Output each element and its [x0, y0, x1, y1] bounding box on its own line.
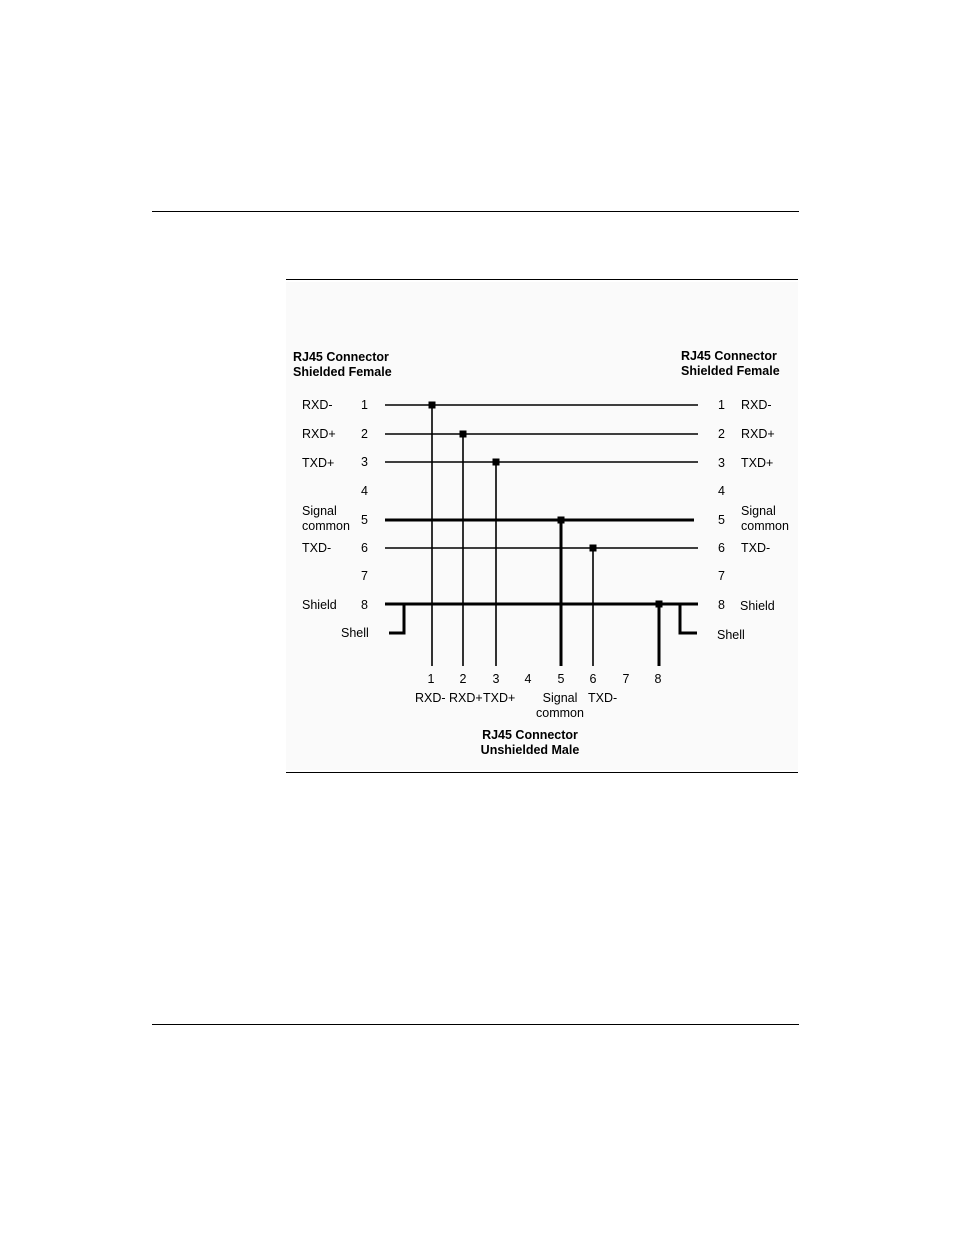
left-pin-5: 5 — [361, 513, 368, 527]
left-signal-2: RXD+ — [302, 427, 336, 441]
junction-dot-pin-8 — [656, 601, 663, 608]
left-signal-5-line2: common — [302, 519, 350, 533]
left-signal-8: Shield — [302, 598, 337, 612]
right-pin-8: 8 — [718, 598, 725, 612]
left-pin-2: 2 — [361, 427, 368, 441]
left-shell-label: Shell — [341, 626, 369, 640]
junction-dot-pin-3 — [493, 459, 500, 466]
right-pin-3: 3 — [718, 456, 725, 470]
bottom-connector-title — [481, 728, 580, 758]
left-pin-1: 1 — [361, 398, 368, 412]
right-pin-5: 5 — [718, 513, 725, 527]
bottom-signal-5 — [536, 691, 584, 721]
right-signal-2: RXD+ — [741, 427, 775, 441]
bottom-pin-5: 5 — [557, 672, 565, 686]
right-shell-label: Shell — [717, 628, 745, 642]
left-signal-5-line1: Signal — [302, 504, 337, 518]
left-title-line2: Shielded Female — [293, 365, 392, 379]
junction-dot-pin-6 — [590, 545, 597, 552]
right-pin-1: 1 — [718, 398, 725, 412]
bottom-pin-4: 4 — [524, 672, 532, 686]
bottom-pin-2: 2 — [459, 672, 467, 686]
right-pin-7: 7 — [718, 569, 725, 583]
left-signal-3: TXD+ — [302, 456, 335, 470]
left-shell-bracket — [385, 604, 404, 633]
left-pin-3: 3 — [361, 455, 368, 469]
bottom-pin-6: 6 — [589, 672, 597, 686]
left-pin-6: 6 — [361, 541, 368, 555]
bottom-signal-5-line2: common — [536, 706, 584, 720]
right-signal-1: RXD- — [741, 398, 772, 412]
left-pin-8: 8 — [361, 598, 368, 612]
bottom-title-line2: Unshielded Male — [480, 743, 580, 757]
bottom-signal-2: RXD+ — [449, 691, 483, 705]
left-pin-4: 4 — [361, 484, 368, 498]
right-signal-3: TXD+ — [741, 456, 774, 470]
right-signal-8: Shield — [740, 599, 775, 613]
right-shell-bracket — [680, 604, 698, 633]
bottom-signal-5-line1: Signal — [542, 691, 578, 705]
right-title-line1: RJ45 Connector — [681, 349, 777, 363]
left-connector-title — [293, 350, 392, 380]
bottom-pin-3: 3 — [492, 672, 500, 686]
right-pin-4: 4 — [718, 484, 725, 498]
left-signal-1: RXD- — [302, 398, 333, 412]
right-signal-6: TXD- — [741, 541, 771, 555]
left-signal-5 — [302, 504, 350, 534]
bottom-pin-8: 8 — [654, 672, 662, 686]
bottom-pin-1: 1 — [427, 672, 435, 686]
right-pin-6: 6 — [718, 541, 725, 555]
left-title-line1: RJ45 Connector — [293, 350, 389, 364]
junction-dot-pin-1 — [429, 402, 436, 409]
bottom-signal-1: RXD- — [415, 691, 446, 705]
right-title-line2: Shielded Female — [681, 364, 780, 378]
bottom-pin-7: 7 — [622, 672, 630, 686]
left-signal-6: TXD- — [302, 541, 332, 555]
right-signal-5-line1: Signal — [741, 504, 776, 518]
left-pin-7: 7 — [361, 569, 368, 583]
bottom-signal-3: TXD+ — [483, 691, 516, 705]
bottom-signal-6: TXD- — [588, 691, 618, 705]
right-connector-title — [681, 349, 780, 379]
junction-dot-pin-5 — [558, 517, 565, 524]
bottom-title-line1: RJ45 Connector — [482, 728, 578, 742]
junction-dot-pin-2 — [460, 431, 467, 438]
right-pin-2: 2 — [718, 427, 725, 441]
right-signal-5-line2: common — [741, 519, 789, 533]
right-signal-5 — [741, 504, 789, 534]
